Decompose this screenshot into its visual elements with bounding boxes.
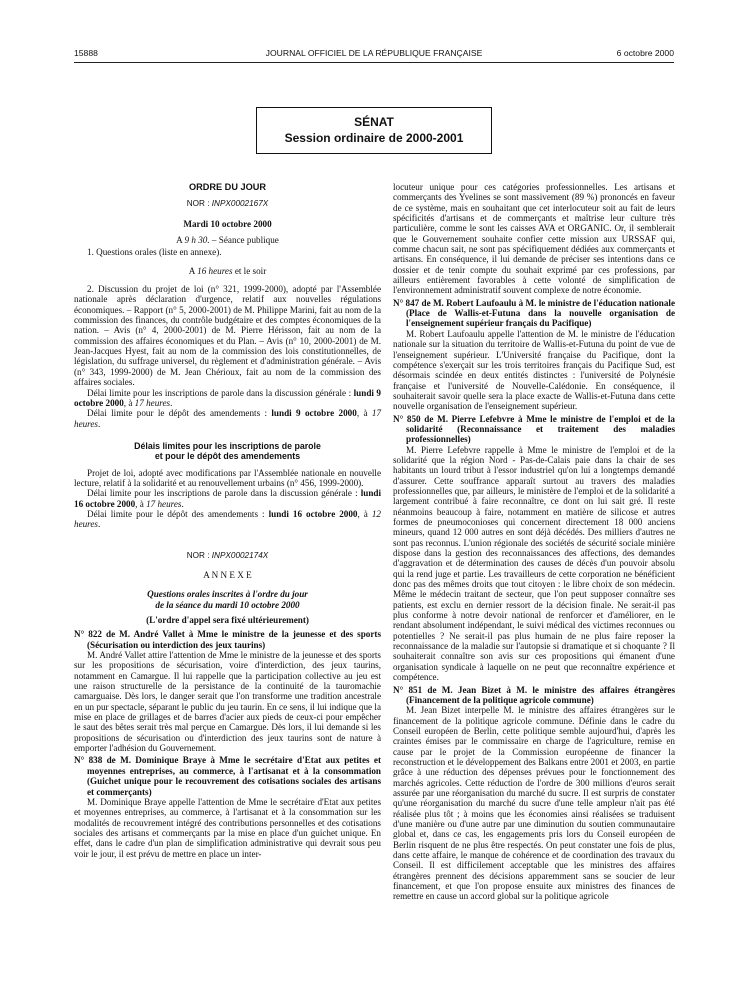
nor-label: NOR :: [186, 199, 212, 209]
ordre-appel-note: (L'ordre d'appel sera fixé ultérieurement): [146, 615, 309, 625]
nor-code: INPX0002167X: [211, 199, 269, 209]
delai-date: lundi 9 octobre 2000: [74, 387, 381, 408]
question-851-body: M. Jean Bizet interpelle M. le ministre des affaires étrangères sur le financement de la politique agricole commune. Définie dans le cadre du Conseil européen de Berlin, cette politique semble aujourd'hui, d'après les craintes émises par le commissaire en charge de l'agriculture, remise en cause par le projet de la Commission européenne de financer la reconstruction et le développement des Balkans entre 2001 et 2003, en partie grâce à une réduction des dépenses prévues pour le fonctionnement des marchés agricoles. Cette réduction de l'ordre de 300 millions d'euros serait assurée par une réorganisation du marché du sucre. Il est surpris de constater qu'une réorganisation du marché du sucre d'une telle ampleur n'ait pas été réalisée plus tôt ; à moins que les économies ainsi réalisées se traduisent d'une manière ou d'une autre par une diminution du soutien communautaire global et, dans ce cas, les engagements pris lors du Conseil européen de Berlin risquent de ne plus être respectés. On peut constater une fois de plus, dans cette affaire, le manque de cohérence et de coordination des travaux du Conseil. Il est difficilement acceptable que les ministres des affaires étrangères prennent des décisions apparemment sans se soucier de leur financement, et que l'on propose ensuite aux ministres des finances de remettre en cause un accord global sur la politique agricole: [393, 705, 675, 902]
ordre-du-jour-title: ORDRE DU JOUR: [188, 182, 267, 192]
journal-title: JOURNAL OFFICIEL DE LA RÉPUBLIQUE FRANÇAISE: [265, 48, 483, 58]
time-prefix: A: [176, 235, 185, 246]
session-title: Session ordinaire de 2000-2001: [284, 131, 464, 145]
delai-date: lundi 16 octobre 2000: [74, 488, 381, 509]
time-value: 9 h 30.: [184, 235, 210, 246]
delai-sep: , à: [357, 508, 372, 519]
annexe-title: A N N E X E: [203, 569, 252, 580]
delai-hour: 12 heures: [74, 508, 381, 530]
issue-date: 6 octobre 2000: [616, 48, 674, 58]
session-date: Mardi 10 octobre 2000: [183, 218, 272, 229]
agenda-item-1: 1. Questions orales (liste en annexe).: [87, 247, 222, 258]
left-column: [74, 182, 381, 859]
nor-line-2: [74, 551, 381, 561]
delais-title-line1: Délais limites pour les inscriptions de parole: [134, 440, 321, 451]
time-prefix: A: [188, 265, 198, 276]
question-838-body: M. Dominique Braye appelle l'attention de Mme le secrétaire d'Etat aux petites et moyennes entreprises, au commerce, à l'artisanat et à la consommation sur les modalités de recouvrement intégré des contributions personnelles et des cotisations sociales des artisans et commerçants par la mise en place d'un guichet unique. En effet, dans le cadre d'un plan de simplification administrative qui devrait sous peu voir le jour, il est prévu de mettre en place un inter-: [74, 796, 381, 859]
question-822-heading: N° 822 de M. André Vallet à Mme le ministre de la jeunesse et des sports (Sécurisation ou interdiction des jeux taurins): [74, 629, 381, 650]
delai-sep: , à: [135, 498, 147, 509]
nor-line-1: [74, 199, 381, 209]
delais-title-line2: et pour le dépôt des amendements: [154, 451, 301, 462]
question-847-heading: N° 847 de M. Robert Laufoaulu à M. le ministre de l'éducation nationale (Place de Wallis-et-Futuna dans la nouvelle organisation de l'enseignement supérieur français du Pacifique): [393, 297, 675, 329]
delai-hour: 17 heures: [146, 498, 182, 509]
senat-title-box: [256, 107, 492, 154]
delai-text: Délai limite pour le dépôt des amendements :: [87, 408, 272, 419]
delai-parole-2: [74, 488, 381, 509]
delai-text: Délai limite pour les inscriptions de parole dans la discussion générale :: [87, 387, 354, 398]
time-slot-morning: [74, 235, 381, 245]
delai-date: lundi 9 octobre 2000: [271, 408, 357, 419]
question-850-heading: N° 850 de M. Pierre Lefebvre à Mme le ministre de l'emploi et de la solidarité (Reconnaissance et traitement des maladies professionnelles): [393, 413, 675, 445]
delai-text: Délai limite pour les inscriptions de parole dans la discussion générale :: [87, 488, 361, 499]
time-suffix: – Séance publique: [209, 235, 279, 246]
delai-end: .: [170, 397, 173, 408]
delai-parole-1: [74, 388, 381, 409]
delai-hour: 17 heures: [134, 397, 171, 408]
right-column: [393, 182, 675, 902]
questions-title-line1: Questions orales inscrites à l'ordre du jour: [147, 589, 308, 600]
delai-hour: 17 heures: [74, 408, 381, 429]
page-number: 15888: [74, 48, 98, 58]
question-838-continuation: locuteur unique pour ces catégories professionnelles. Les artisans et commerçants des Yvelines se sont massivement (89 %) prononcés en faveur de ce système, mais en souhaitant que cet interlocuteur soit au fait de leurs spécificités d'artisans et de commerçants et maîtrise leur culture très particulière, comme le sont les caisses AVA et ORGANIC. Or, il semblerait que le Gouvernement souhaite confier cette mission aux URSSAF qui, comme chacun sait, ne sont pas spécifiquement dédiées aux commerçants et artisans. En conséquence, il lui demande de préciser ses intentions dans ce dossier et de tenir compte du souhait exprimé par ces professions, par ailleurs entièrement favorables à cette volonté de simplification de l'environnement administratif souvent complexe de notre économie.: [393, 182, 675, 296]
delai-end: .: [181, 498, 184, 509]
time-value: 16 heures: [197, 265, 233, 276]
delai-text: Délai limite pour le dépôt des amendements :: [87, 508, 269, 519]
delai-sep: , à: [356, 408, 372, 419]
header-rule: [74, 62, 674, 63]
senat-title: SÉNAT: [354, 115, 394, 129]
projet-loi-text: Projet de loi, adopté avec modifications par l'Assemblée nationale en nouvelle lecture, relatif à la solidarité et au renouvellement urbains (n° 456, 1999-2000).: [74, 467, 381, 488]
question-838-heading: N° 838 de M. Dominique Braye à Mme le secrétaire d'Etat aux petites et moyennes entreprises, au commerce, à l'artisanat et à la consommation (Guichet unique pour le recouvrement des cotisations sociales des artisans et commerçants): [74, 755, 381, 797]
question-850-body: M. Pierre Lefebvre rappelle à Mme le ministre de l'emploi et de la solidarité que la région Nord - Pas-de-Calais paie dans la chair de ses habitants un lourd tribut à l'essor industriel qu'on lui a longtemps demandé d'assurer. Cette souffrance apparaît surtout au travers des maladies professionnelles que, par ailleurs, le ministère de l'emploi et de la solidarité a largement contribué à faire reconnaître, ce dont on lui sait gré. Il reste néanmoins beaucoup à faire, notamment en matière de silicose et autres formes de pneumoconioses qui concernent directement 18 000 anciens mineurs, quand 12 000 autres en sont déjà décédés. Des milliers d'autres ne sont pas reconnus. L'union régionale des sociétés de sécurité sociale minière dispose dans la gestion des reconnaissances des affections, des demandes d'aggravation et de détermination des causes de décès d'un pouvoir absolu qui la rend juge et partie. Les travailleurs de cette corporation ne bénéficient donc pas des mêmes droits que tout citoyen : le libre choix de son médecin. Même le médecin traitant de secteur, que l'on peut supposer connaître ses patients, est exclu en dernier ressort de la décision finale. Ne serait-il pas plus conforme à notre devoir national de renforcer et d'améliorer, en le rendant absolument indépendant, le suivi médical des victimes reconnues ou potentielles ? Ne serait-il pas plus humain de ne plus faire reposer la reconnaissance de la maladie sur l'autopsie si dramatique et si choquante ? Il souhaiterait connaître son avis sur ces propositions qui émanent d'une organisation syndicale à laquelle on ne peut que reconnaître expérience et compétence.: [393, 444, 675, 683]
time-suffix: et le soir: [232, 265, 267, 276]
question-851-heading: N° 851 de M. Jean Bizet à M. le ministre des affaires étrangères (Financement de la politique agricole commune): [393, 684, 675, 705]
nor-label: NOR :: [186, 550, 212, 560]
delai-amendements-2: [74, 509, 381, 530]
delai-date: lundi 16 octobre 2000: [268, 508, 358, 519]
question-822-body: M. André Vallet attire l'attention de Mme le ministre de la jeunesse et des sports sur les propositions de sécurisation, voire d'interdiction, des jeux taurins, notamment en Camargue. Il lui rappelle que la participation collective au jeu est une raison structurelle de la persistance de la continuité de la tauromachie camarguaise. Dès lors, le danger serait que l'on transforme une tradition ancestrale en un pur spectacle, séparant le public du jeu taurin. En ce sens, il lui indique que la mise en place de grillages et de barres d'acier aux pieds de ceux-ci pour empêcher le saut des bêtes serait très mal perçue en Camargue. Dès lors, il lui demande si les propositions de sécurisation ou d'interdiction des jeux taurins sont de nature à emporter l'adhésion du Gouvernement.: [74, 650, 381, 754]
delai-end: .: [98, 519, 101, 530]
delai-end: .: [98, 418, 101, 429]
time-slot-afternoon: [74, 266, 381, 276]
nor-code: INPX0002174X: [211, 550, 269, 560]
delai-sep: , à: [123, 397, 135, 408]
questions-title-line2: de la séance du mardi 10 octobre 2000: [155, 599, 300, 610]
question-847-body: M. Robert Laufoaulu appelle l'attention de M. le ministre de l'éducation nationale sur la situation du territoire de Wallis-et-Futuna du point de vue de l'enseignement supérieur. L'Université française du Pacifique, dont la compétence s'exerçait sur les trois territoires français du Pacifique Sud, est désormais scindée en deux entités distinctes : l'université de Polynésie française et l'université de Nouvelle-Calédonie. En conséquence, il souhaiterait savoir quelle sera la place exacte de Wallis-et-Futuna dans cette nouvelle organisation de l'enseignement supérieur.: [393, 328, 675, 412]
agenda-item-2: 2. Discussion du projet de loi (n° 321, 1999-2000), adopté par l'Assemblée nationale après déclaration d'urgence, relatif aux nouvelles régulations économiques. – Rapport (n° 5, 2000-2001) de M. Philippe Marini, fait au nom de la commission des finances, du contrôle budgétaire et des comptes économiques de la nation. – Avis (n° 4, 2000-2001) de M. Pierre Hérisson, fait au nom de la commission des affaires économiques et du Plan. – Avis (n° 10, 2000-2001) de M. Jean-Jacques Hyest, fait au nom de la commission des lois constitutionnelles, de législation, du suffrage universel, du règlement et d'administration générale. – Avis (n° 343, 1999-2000) de M. Jean Chérioux, fait au nom de la commission des affaires sociales.: [74, 284, 381, 388]
running-header: [74, 48, 674, 62]
delai-amendements-1: [74, 408, 381, 429]
